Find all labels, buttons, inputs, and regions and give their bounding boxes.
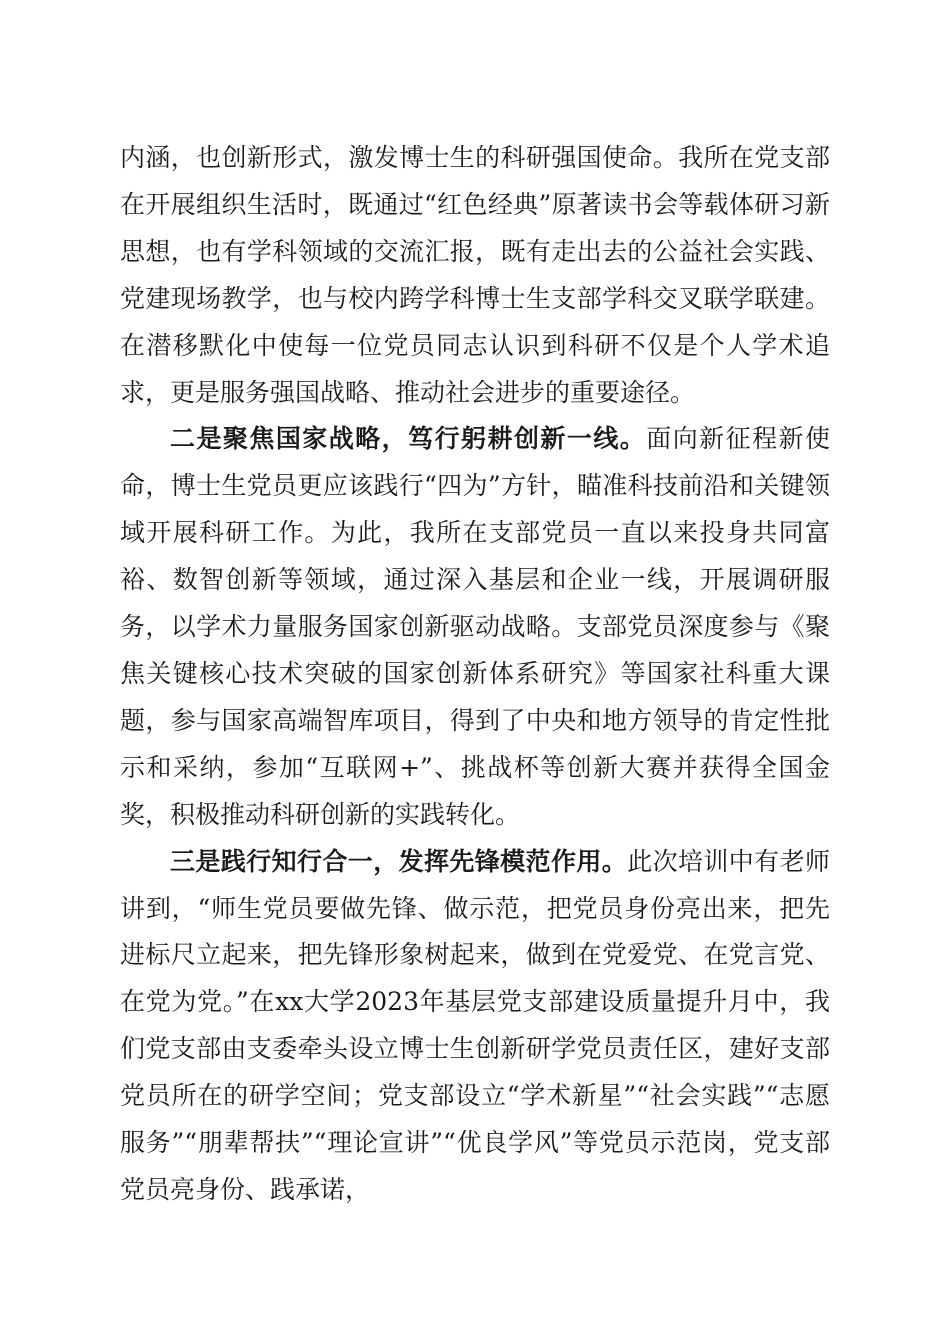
document-body [120, 135, 830, 1214]
paragraph-lead-heading: 三是践行知行合一，发挥先锋模范作用。 [170, 846, 628, 876]
paragraph-lead-heading: 二是聚焦国家战略，笃行躬耕创新一线。 [170, 424, 647, 454]
paragraph-continuation [120, 135, 830, 416]
paragraph-text: 内涵，也创新形式，激发博士生的科研强国使命。我所在党支部在开展组织生活时，既通过“红色经典”原著读书会等载体研习新思想，也有学科领域的交流汇报，既有走出去的公益社会实践、党建现场教学，也与校内跨学科博士生支部学科交叉联学联建。在潜移默化中使每一位党员同志认识到科研不仅是个人学术追求，更是服务强国战略、推动社会进步的重要途径。 [120, 143, 830, 407]
paragraph-text: 此次培训中有老师讲到，“师生党员要做先锋、做示范，把党员身份亮出来，把先进标尺立起来，把先锋形象树起来，做到在党爱党、在党言党、在党为党。”在xx大学2023年基层党支部建设质量提升月中，我们党支部由支委牵头设立博士生创新研学党员责任区，建好支部党员所在的研学空间；党支部设立“学术新星”“社会实践”“志愿服务”“朋辈帮扶”“理论宣讲”“优良学风”等党员示范岗，党支部党员亮身份、践承诺， [120, 846, 830, 1204]
paragraph-text: 面向新征程新使命，博士生党员更应该践行“四为”方针，瞄准科技前沿和关键领域开展科研工作。为此，我所在支部党员一直以来投身共同富裕、数智创新等领域，通过深入基层和企业一线，开展调研服务，以学术力量服务国家创新驱动战略。支部党员深度参与《聚焦关键核心技术突破的国家创新体系研究》等国家社科重大课题，参与国家高端智库项目，得到了中央和地方领导的肯定性批示和采纳，参加“互联网+”、挑战杯等创新大赛并获得全国金奖，积极推动科研创新的实践转化。 [120, 424, 830, 829]
paragraph-practice [120, 839, 830, 1214]
paragraph-strategy [120, 416, 830, 838]
